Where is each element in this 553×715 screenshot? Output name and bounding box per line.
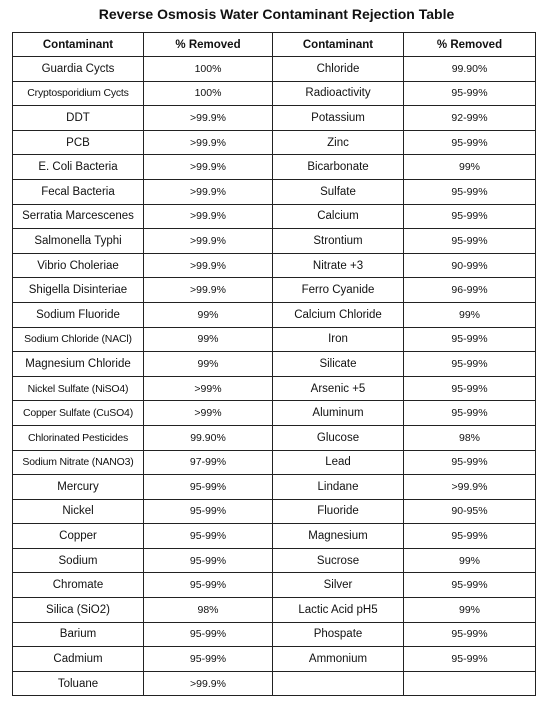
contaminant-cell: Sodium Chloride (NACl) — [13, 327, 144, 352]
percent-removed-cell: >99.9% — [144, 671, 273, 696]
rejection-table — [12, 32, 536, 696]
percent-removed-cell: 95-99% — [144, 647, 273, 672]
contaminant-cell: Lead — [273, 450, 404, 475]
percent-removed-cell: 99.90% — [404, 57, 536, 82]
percent-removed-cell: >99.9% — [144, 106, 273, 131]
percent-removed-cell — [404, 671, 536, 696]
contaminant-cell: Copper — [13, 524, 144, 549]
contaminant-cell: Toluane — [13, 671, 144, 696]
contaminant-cell: Potassium — [273, 106, 404, 131]
table-row — [13, 352, 536, 377]
percent-removed-cell: >99.9% — [144, 229, 273, 254]
contaminant-cell: Sulfate — [273, 179, 404, 204]
contaminant-cell: Aluminum — [273, 401, 404, 426]
table-row — [13, 278, 536, 303]
table-row — [13, 130, 536, 155]
contaminant-cell: Ammonium — [273, 647, 404, 672]
contaminant-cell: Magnesium — [273, 524, 404, 549]
contaminant-cell: Sucrose — [273, 548, 404, 573]
table-row — [13, 327, 536, 352]
percent-removed-cell: >99.9% — [404, 475, 536, 500]
percent-removed-cell: 99% — [404, 548, 536, 573]
contaminant-cell: Lactic Acid pH5 — [273, 598, 404, 623]
contaminant-cell: Sodium Nitrate (NANO3) — [13, 450, 144, 475]
contaminant-cell: Strontium — [273, 229, 404, 254]
contaminant-cell: Salmonella Typhi — [13, 229, 144, 254]
contaminant-cell: Cadmium — [13, 647, 144, 672]
table-row — [13, 155, 536, 180]
table-row — [13, 376, 536, 401]
table-row — [13, 622, 536, 647]
table-row — [13, 573, 536, 598]
percent-removed-cell: 95-99% — [144, 499, 273, 524]
table-row — [13, 425, 536, 450]
percent-removed-cell: 95-99% — [404, 450, 536, 475]
table-row — [13, 450, 536, 475]
contaminant-cell: Phospate — [273, 622, 404, 647]
contaminant-cell: Radioactivity — [273, 81, 404, 106]
percent-removed-cell: 98% — [144, 598, 273, 623]
contaminant-cell: Silicate — [273, 352, 404, 377]
percent-removed-cell: 95-99% — [404, 647, 536, 672]
percent-removed-cell: >99.9% — [144, 155, 273, 180]
table-row — [13, 204, 536, 229]
percent-removed-cell: >99.9% — [144, 204, 273, 229]
contaminant-cell: Magnesium Chloride — [13, 352, 144, 377]
table-row — [13, 499, 536, 524]
percent-removed-cell: 95-99% — [404, 179, 536, 204]
percent-removed-cell: 95-99% — [404, 352, 536, 377]
table-row — [13, 302, 536, 327]
contaminant-cell: Guardia Cycts — [13, 57, 144, 82]
table-row — [13, 106, 536, 131]
contaminant-cell: Serratia Marcescenes — [13, 204, 144, 229]
table-row — [13, 81, 536, 106]
percent-removed-cell: 99.90% — [144, 425, 273, 450]
contaminant-cell: Glucose — [273, 425, 404, 450]
percent-removed-cell: >99% — [144, 376, 273, 401]
percent-removed-cell: >99% — [144, 401, 273, 426]
contaminant-cell: Fluoride — [273, 499, 404, 524]
percent-removed-cell: 99% — [404, 155, 536, 180]
table-title: Reverse Osmosis Water Contaminant Rejection Table — [98, 6, 455, 22]
contaminant-cell: Chloride — [273, 57, 404, 82]
contaminant-cell: DDT — [13, 106, 144, 131]
percent-removed-cell: >99.9% — [144, 130, 273, 155]
percent-removed-cell: 95-99% — [404, 130, 536, 155]
contaminant-cell: Silica (SiO2) — [13, 598, 144, 623]
contaminant-cell: Arsenic +5 — [273, 376, 404, 401]
contaminant-cell: Nitrate +3 — [273, 253, 404, 278]
contaminant-cell: Sodium — [13, 548, 144, 573]
table-row — [13, 475, 536, 500]
header-contaminant-right: Contaminant — [273, 33, 404, 57]
header-removed-right: % Removed — [404, 33, 536, 57]
contaminant-cell: Iron — [273, 327, 404, 352]
table-row — [13, 179, 536, 204]
table-row — [13, 598, 536, 623]
contaminant-cell: Nickel — [13, 499, 144, 524]
percent-removed-cell: 95-99% — [404, 327, 536, 352]
percent-removed-cell: >99.9% — [144, 253, 273, 278]
contaminant-cell: Calcium — [273, 204, 404, 229]
percent-removed-cell: 95-99% — [144, 548, 273, 573]
table-row — [13, 548, 536, 573]
percent-removed-cell: 99% — [404, 302, 536, 327]
contaminant-cell: Chromate — [13, 573, 144, 598]
percent-removed-cell: 95-99% — [404, 204, 536, 229]
table-row — [13, 524, 536, 549]
percent-removed-cell: 99% — [144, 352, 273, 377]
percent-removed-cell: 98% — [404, 425, 536, 450]
percent-removed-cell: 99% — [404, 598, 536, 623]
percent-removed-cell: 99% — [144, 302, 273, 327]
contaminant-cell: Lindane — [273, 475, 404, 500]
percent-removed-cell: 96-99% — [404, 278, 536, 303]
contaminant-cell: Copper Sulfate (CuSO4) — [13, 401, 144, 426]
contaminant-cell: Nickel Sulfate (NiSO4) — [13, 376, 144, 401]
percent-removed-cell: 100% — [144, 57, 273, 82]
percent-removed-cell: 92-99% — [404, 106, 536, 131]
contaminant-cell: Ferro Cyanide — [273, 278, 404, 303]
table-row — [13, 229, 536, 254]
contaminant-cell: Bicarbonate — [273, 155, 404, 180]
percent-removed-cell: 100% — [144, 81, 273, 106]
contaminant-cell: Vibrio Choleriae — [13, 253, 144, 278]
percent-removed-cell: 90-95% — [404, 499, 536, 524]
percent-removed-cell: 95-99% — [144, 622, 273, 647]
contaminant-cell — [273, 671, 404, 696]
percent-removed-cell: 95-99% — [404, 376, 536, 401]
contaminant-cell: Calcium Chloride — [273, 302, 404, 327]
contaminant-cell: E. Coli Bacteria — [13, 155, 144, 180]
header-row — [13, 33, 536, 57]
contaminant-cell: Cryptosporidium Cycts — [13, 81, 144, 106]
percent-removed-cell: 95-99% — [404, 622, 536, 647]
percent-removed-cell: 90-99% — [404, 253, 536, 278]
contaminant-cell: Chlorinated Pesticides — [13, 425, 144, 450]
table-row — [13, 671, 536, 696]
table-row — [13, 253, 536, 278]
contaminant-cell: Zinc — [273, 130, 404, 155]
table-row — [13, 647, 536, 672]
percent-removed-cell: 95-99% — [404, 81, 536, 106]
percent-removed-cell: 95-99% — [144, 573, 273, 598]
contaminant-cell: PCB — [13, 130, 144, 155]
percent-removed-cell: 95-99% — [404, 229, 536, 254]
contaminant-cell: Shigella Disinteriae — [13, 278, 144, 303]
percent-removed-cell: >99.9% — [144, 179, 273, 204]
header-contaminant-left: Contaminant — [13, 33, 144, 57]
percent-removed-cell: 95-99% — [404, 573, 536, 598]
percent-removed-cell: 95-99% — [404, 401, 536, 426]
percent-removed-cell: 95-99% — [404, 524, 536, 549]
table-row — [13, 57, 536, 82]
contaminant-cell: Barium — [13, 622, 144, 647]
percent-removed-cell: 97-99% — [144, 450, 273, 475]
contaminant-cell: Fecal Bacteria — [13, 179, 144, 204]
contaminant-cell: Sodium Fluoride — [13, 302, 144, 327]
contaminant-cell: Mercury — [13, 475, 144, 500]
percent-removed-cell: 95-99% — [144, 475, 273, 500]
header-removed-left: % Removed — [144, 33, 273, 57]
percent-removed-cell: 95-99% — [144, 524, 273, 549]
percent-removed-cell: 99% — [144, 327, 273, 352]
table-row — [13, 401, 536, 426]
contaminant-cell: Silver — [273, 573, 404, 598]
percent-removed-cell: >99.9% — [144, 278, 273, 303]
